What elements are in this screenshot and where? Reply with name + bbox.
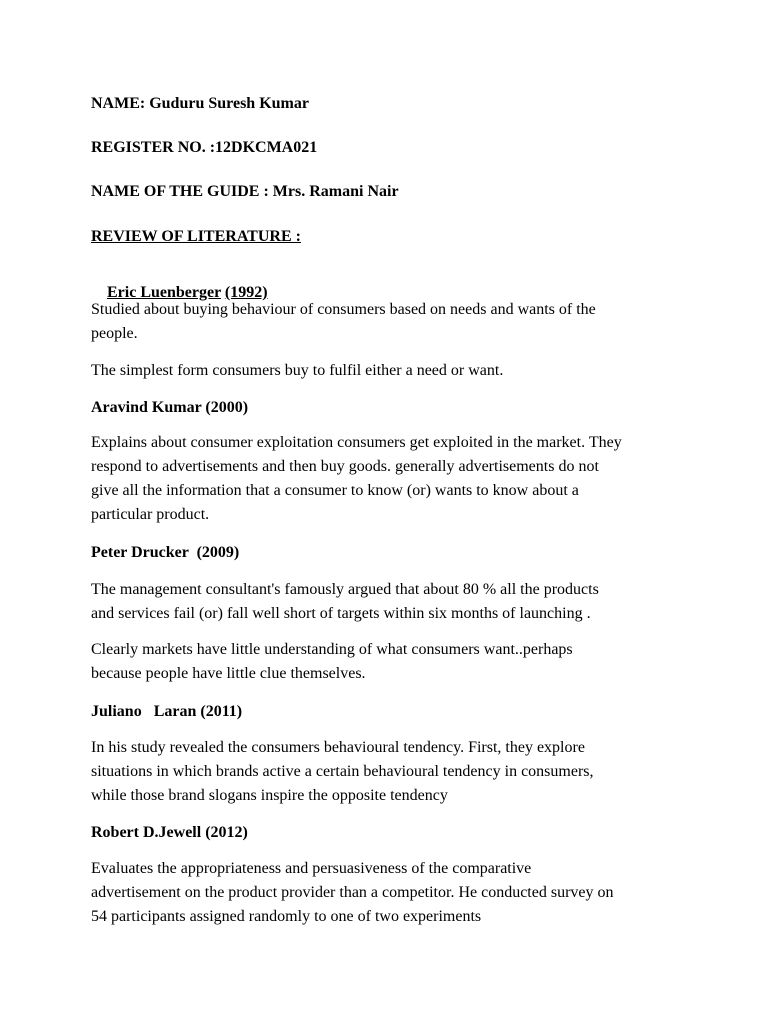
paragraph-line: Evaluates the appropriateness and persuasiveness of the comparative	[91, 860, 532, 877]
paragraph-line: while those brand slogans inspire the opposite tendency	[91, 787, 448, 804]
entry-paragraph	[91, 857, 711, 929]
paragraph-line: give all the information that a consumer to know (or) wants to know about a	[91, 482, 579, 499]
document-body	[91, 0, 731, 1024]
entry-heading-peter-drucker: Peter Drucker (2009)	[91, 544, 240, 561]
paragraph-line: advertisement on the product provider than a competitor. He conducted survey on	[91, 884, 614, 901]
entry-heading-juliano-laran: Juliano Laran (2011)	[91, 703, 243, 720]
paragraph-line: because people have little clue themselves.	[91, 665, 366, 682]
paragraph-line: people.	[91, 325, 138, 342]
paragraph-line: 54 participants assigned randomly to one of two experiments	[91, 908, 482, 925]
paragraph-line: situations in which brands active a certain behavioural tendency in consumers,	[91, 763, 594, 780]
paragraph-line: The management consultant's famously argued that about 80 % all the products	[91, 581, 599, 598]
entry-paragraph	[91, 431, 711, 527]
entry-paragraph	[91, 298, 711, 346]
paragraph-line: particular product.	[91, 506, 210, 523]
register-number-line: REGISTER NO. :12DKCMA021	[91, 139, 318, 156]
section-title: REVIEW OF LITERATURE :	[91, 228, 301, 245]
entry-year: (1992)	[224, 284, 268, 301]
entry-paragraph	[91, 736, 711, 808]
paragraph-line: respond to advertisements and then buy goods. generally advertisements do not	[91, 458, 599, 475]
entry-heading-aravind-kumar: Aravind Kumar (2000)	[91, 399, 249, 416]
entry-paragraph	[91, 578, 711, 626]
entry-paragraph	[91, 359, 711, 383]
entry-paragraph	[91, 638, 711, 686]
paragraph-line: The simplest form consumers buy to fulfil either a need or want.	[91, 362, 504, 379]
paragraph-line: Explains about consumer exploitation consumers get exploited in the market. They	[91, 434, 622, 451]
entry-heading-robert-jewell: Robert D.Jewell (2012)	[91, 824, 248, 841]
paragraph-line: Clearly markets have little understanding of what consumers want..perhaps	[91, 641, 573, 658]
paragraph-line: Studied about buying behaviour of consumers based on needs and wants of the	[91, 301, 596, 318]
paragraph-line: In his study revealed the consumers behavioural tendency. First, they explore	[91, 739, 585, 756]
paragraph-line: and services fail (or) fall well short of targets within six months of launching .	[91, 605, 591, 622]
entry-author: Eric Luenberger	[107, 284, 221, 301]
student-name-line: NAME: Guduru Suresh Kumar	[91, 95, 309, 112]
guide-name-line: NAME OF THE GUIDE : Mrs. Ramani Nair	[91, 183, 399, 200]
